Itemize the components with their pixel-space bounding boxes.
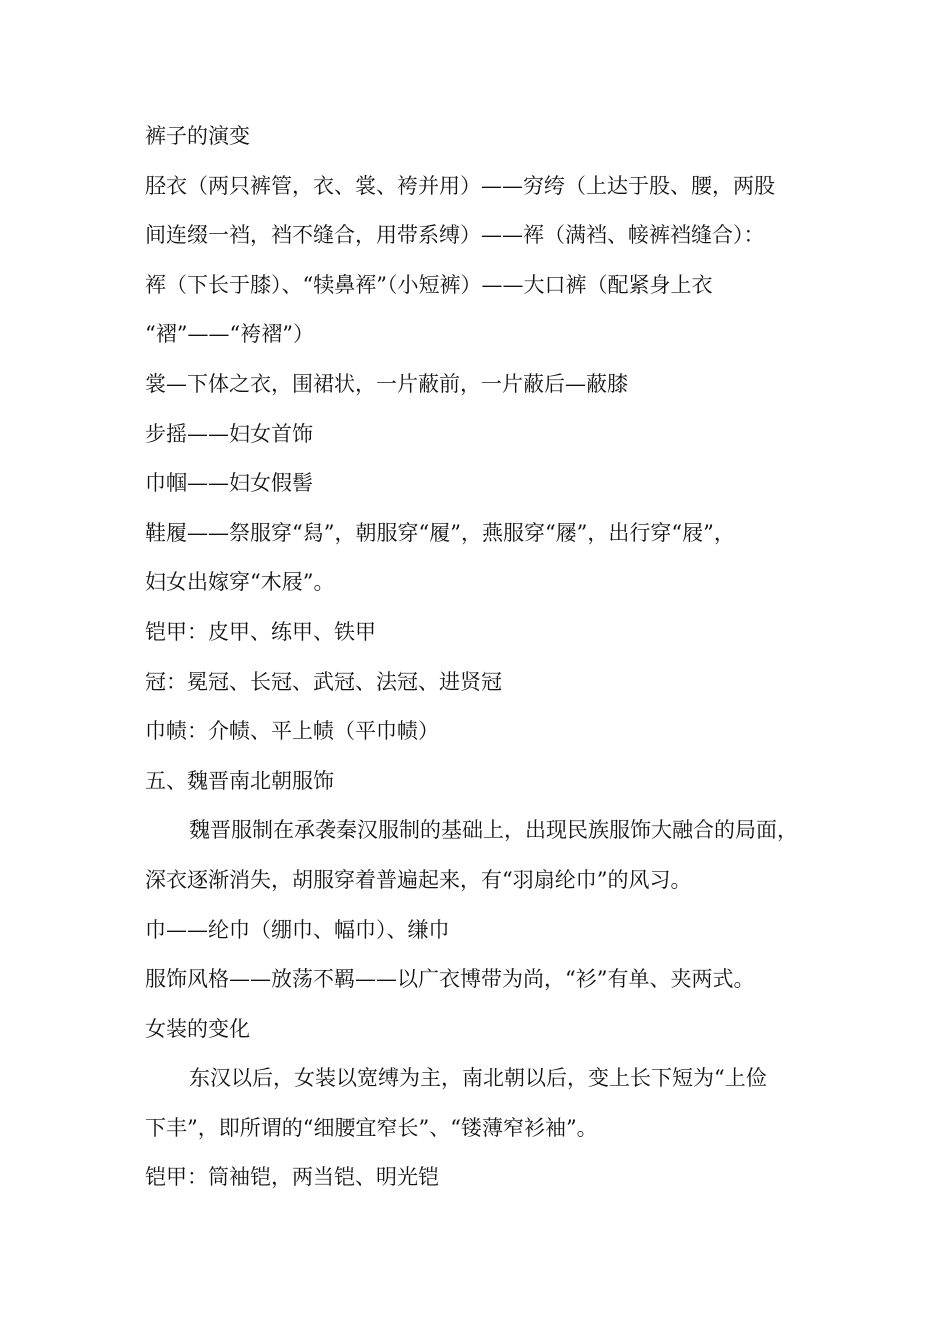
paragraph-line: 胫衣（两只裤管，衣、裳、袴并用）——穷绔（上达于股、腰，两股: [145, 173, 775, 198]
paragraph-line: 妇女出嫁穿“木屐”。: [145, 570, 335, 595]
paragraph-line: 巾帼——妇女假髻: [145, 471, 313, 496]
paragraph-line: “褶”——“袴褶”）: [145, 322, 314, 347]
section-heading-wei-jin: 五、魏晋南北朝服饰: [145, 768, 334, 793]
paragraph-line: 巾帻：介帻、平上帻（平巾帻）: [145, 719, 439, 744]
paragraph-line: 铠甲：皮甲、练甲、铁甲: [145, 619, 376, 644]
paragraph-line: 裳—下体之衣，围裙状，一片蔽前，一片蔽后—蔽膝: [145, 371, 628, 396]
paragraph-line: 巾——纶巾（绷巾、幅巾）、缣巾: [145, 917, 450, 942]
paragraph-line-indented: 魏晋服制在承袭秦汉服制的基础上，出现民族服饰大融合的局面，: [189, 818, 798, 843]
paragraph-line: 深衣逐渐消失，胡服穿着普遍起来，有“羽扇纶巾”的风习。: [145, 867, 692, 892]
section-heading-womens-wear: 女装的变化: [145, 1016, 250, 1041]
paragraph-line-indented: 东汉以后，女装以宽缚为主，南北朝以后，变上长下短为“上俭: [189, 1066, 767, 1091]
section-heading-trousers: 裤子的演变: [145, 124, 250, 148]
paragraph-line: 下丰”，即所谓的“细腰宜窄长”、“镂薄窄衫袖”。: [145, 1115, 598, 1140]
paragraph-line: 步摇——妇女首饰: [145, 421, 313, 446]
paragraph-line: 服饰风格——放荡不羁——以广衣博带为尚，“衫”有单、夹两式。: [145, 967, 755, 992]
paragraph-line: 铠甲：筒袖铠，两当铠、明光铠: [145, 1165, 439, 1190]
paragraph-line: 冠：冕冠、长冠、武冠、法冠、进贤冠: [145, 669, 502, 694]
paragraph-line: 鞋履——祭服穿“舄”，朝服穿“履”，燕服穿“屦”，出行穿“屐”，: [145, 520, 735, 545]
paragraph-line: 裈（下长于膝）、“犊鼻裈”（小短裤）——大口裤（配紧身上衣: [145, 272, 713, 297]
document-body: [145, 112, 825, 1203]
paragraph-line: 间连缀一裆，裆不缝合，用带系缚）——裈（满裆、帹裤裆缝合）：: [145, 223, 765, 248]
